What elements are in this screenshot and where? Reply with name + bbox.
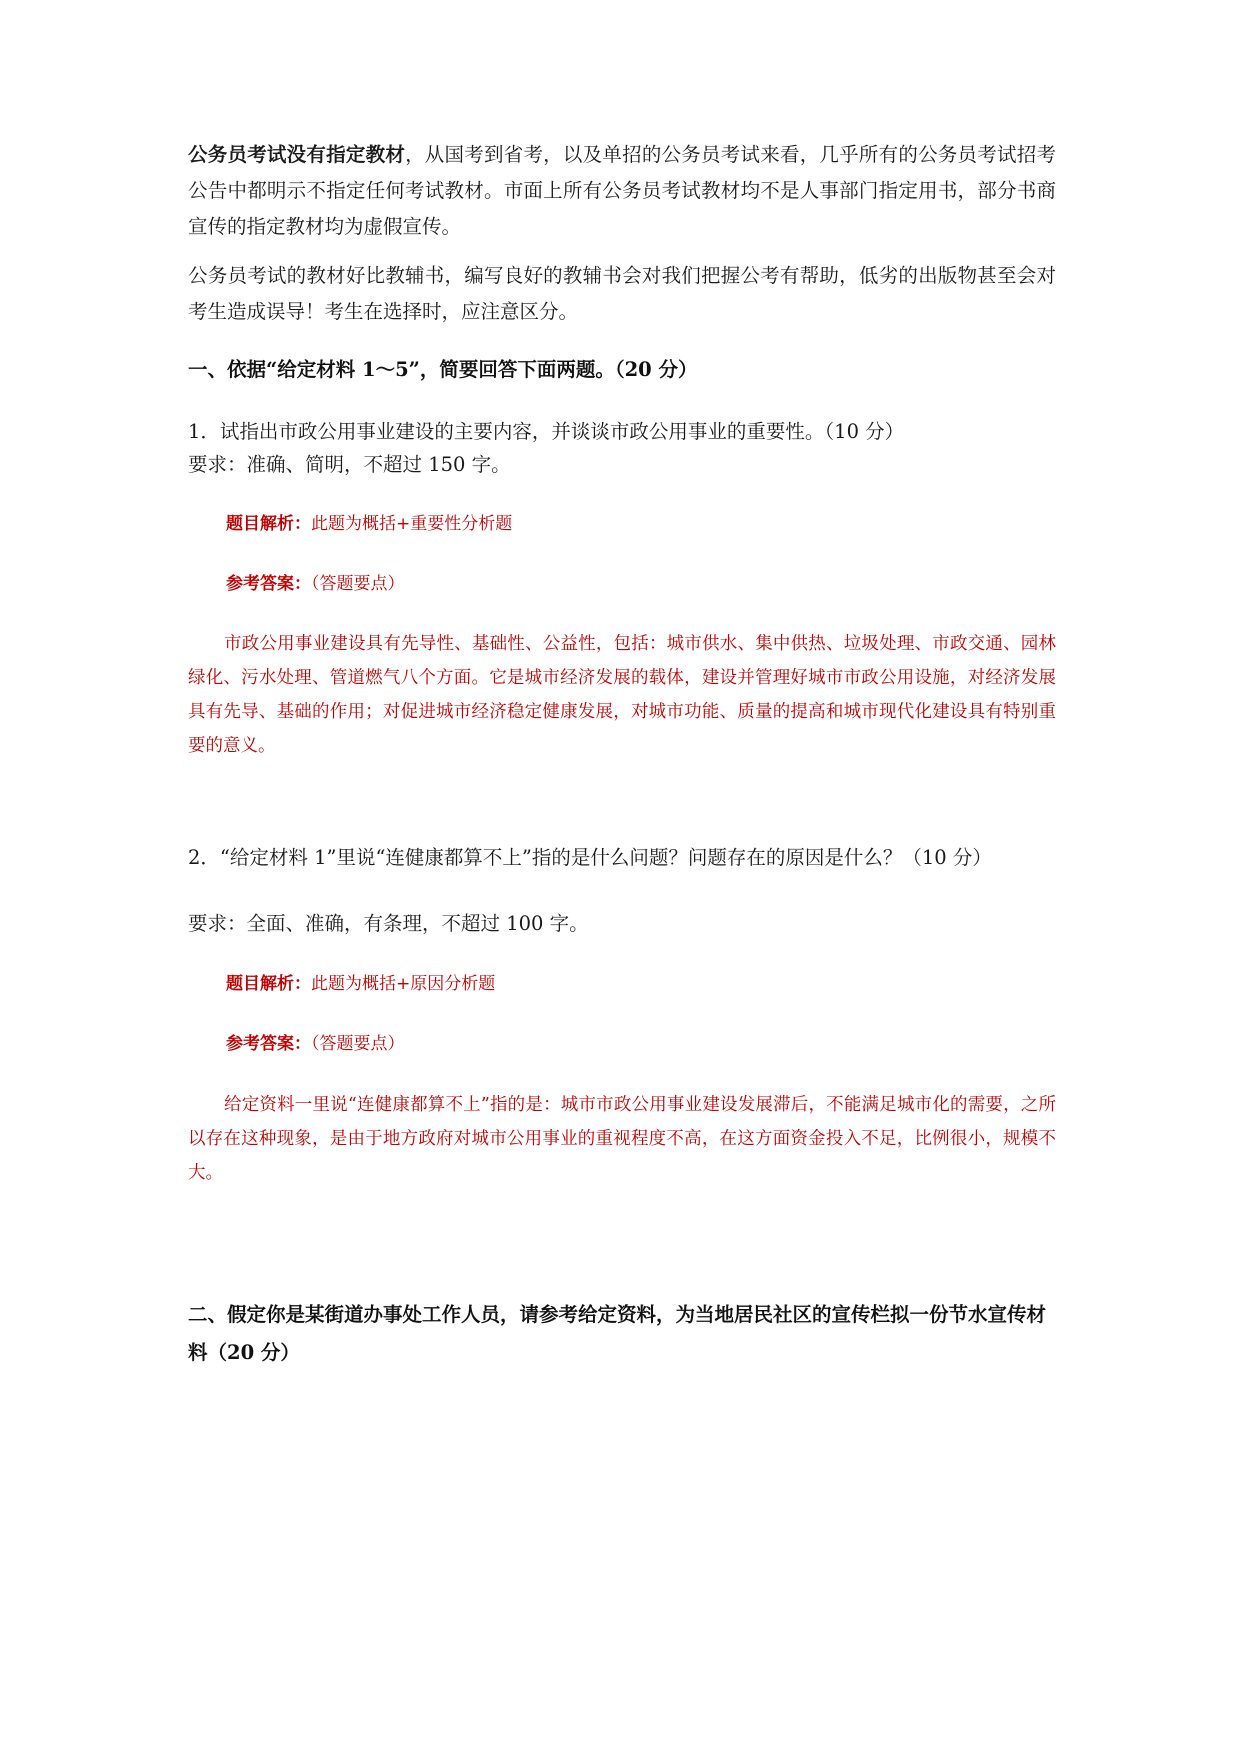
question-1-answer-text: 市政公用事业建设具有先导性、基础性、公益性，包括：城市供水、集中供热、垃圾处理、市政交通、园林绿化、污水处理、管道燃气八个方面。它是城市经济发展的载体，建设并管理好城市市政公用设施，对经济发展具有先导、基础的作用；对促进城市经济稳定健康发展，对城市功能、质量的提高和城市现代化建设具有特别重要的意义。 <box>188 634 1056 756</box>
intro-paragraph-2: 公务员考试的教材好比教辅书，编写良好的教辅书会对我们把握公考有帮助，低劣的出版物甚至会对考生造成误导！考生在选择时，应注意区分。 <box>188 264 1056 323</box>
section-2-heading: 二、假定你是某街道办事处工作人员，请参考给定资料，为当地居民社区的宣传栏拟一份节水宣传材料（20 分） <box>188 1303 1047 1364</box>
answer-hint: （答题要点） <box>311 1034 405 1054</box>
question-1-answer-label-row <box>226 570 405 598</box>
question-2: 2．“给定材料 1”里说“连健康都算不上”指的是什么问题？问题存在的原因是什么？（10 分） <box>188 846 992 869</box>
document-page <box>188 0 1056 1754</box>
intro-paragraph-1 <box>188 137 1056 245</box>
question-1: 1．试指出市政公用事业建设的主要内容，并谈谈市政公用事业的重要性。（10 分） <box>188 420 905 443</box>
answer-label: 参考答案： <box>226 574 311 594</box>
intro-paragraph-1-text: ，从国考到省考，以及单招的公务员考试来看，几乎所有的公务员考试招考公告中都明示不指定任何考试教材。市面上所有公务员考试教材均不是人事部门指定用书，部分书商宣传的指定教材均为虚假宣传。 <box>188 143 1056 238</box>
analysis-text: 此题为概括+重要性分析题 <box>311 514 513 534</box>
intro-bold-phrase: 公务员考试没有指定教材 <box>188 143 406 166</box>
question-1-analysis <box>226 510 512 538</box>
analysis-text: 此题为概括+原因分析题 <box>311 974 496 994</box>
analysis-label: 题目解析： <box>226 974 311 994</box>
question-2-requirement: 要求：全面、准确，有条理，不超过 100 字。 <box>188 912 589 935</box>
question-2-answer-label-row <box>226 1030 405 1058</box>
question-2-analysis <box>226 970 495 998</box>
answer-label: 参考答案： <box>226 1034 311 1054</box>
analysis-label: 题目解析： <box>226 514 311 534</box>
question-1-requirement: 要求：准确、简明，不超过 150 字。 <box>188 453 511 476</box>
answer-hint: （答题要点） <box>311 574 405 594</box>
section-1-heading: 一、依据“给定材料 1～5”，简要回答下面两题。（20 分） <box>188 358 698 381</box>
question-2-answer-text: 给定资料一里说“连健康都算不上”指的是：城市市政公用事业建设发展滞后，不能满足城市化的需要，之所以存在这种现象，是由于地方政府对城市公用事业的重视程度不高，在这方面资金投入不足，比例很小，规模不大。 <box>188 1095 1056 1183</box>
